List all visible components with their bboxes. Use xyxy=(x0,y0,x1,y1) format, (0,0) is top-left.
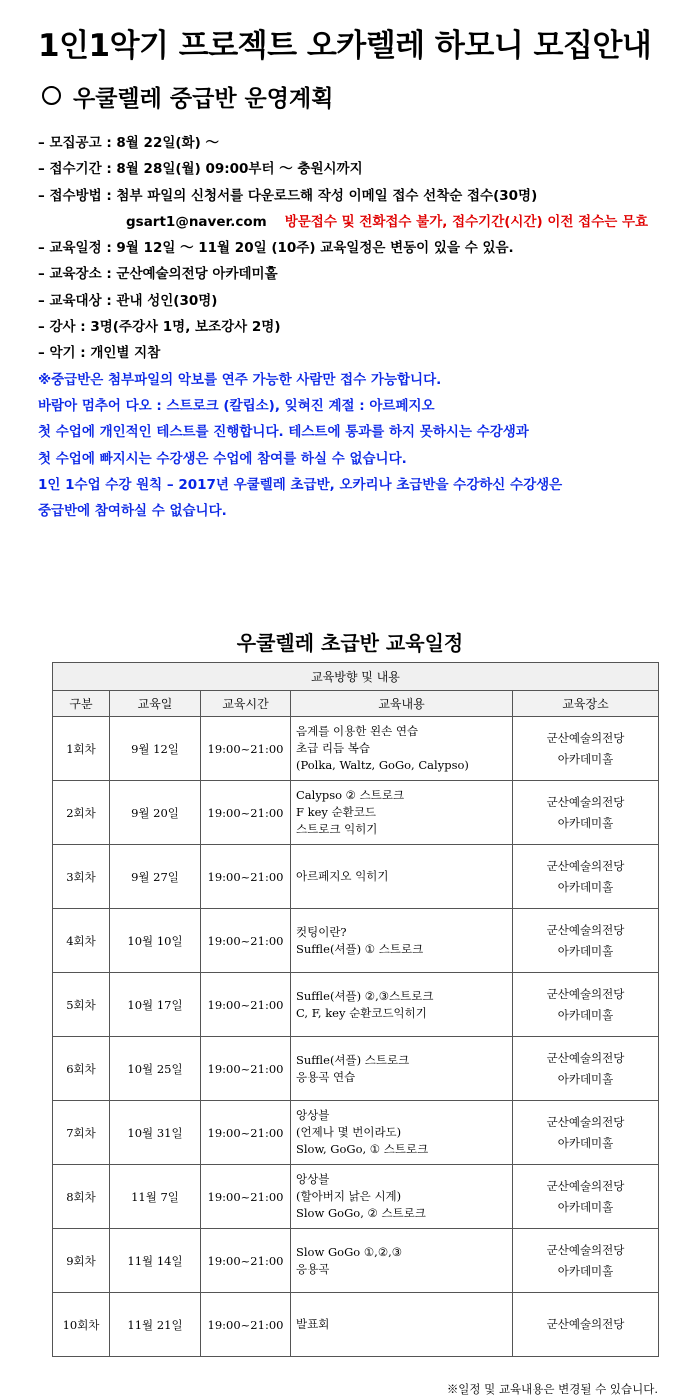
session-date: 9월 27일 xyxy=(110,845,201,909)
session-date: 10월 31일 xyxy=(110,1101,201,1165)
session-time: 19:00~21:00 xyxy=(201,1229,291,1293)
notice-line: 바람아 멈추어 다오 : 스트로크 (칼립소), 잊혀진 계절 : 아르페지오 xyxy=(38,397,435,414)
content-line: 앙상블 xyxy=(296,1172,330,1186)
place-line: 아카데미홀 xyxy=(557,1263,614,1278)
schedule-title: 우쿨렐레 초급반 교육일정 xyxy=(236,631,464,655)
session-time: 19:00~21:00 xyxy=(201,781,291,845)
content-line: 초급 리듬 복습 xyxy=(296,741,370,755)
place-line: 군산예술의전당 xyxy=(546,922,625,937)
session-content xyxy=(291,909,513,973)
content-line: Slow GoGo, ② 스트로크 xyxy=(296,1206,426,1220)
content-line: F key 순환코드 xyxy=(296,805,376,819)
table-row xyxy=(53,973,659,1037)
header-time: 교육시간 xyxy=(201,691,291,717)
place-line: 군산예술의전당 xyxy=(546,1242,625,1257)
session-number: 4회차 xyxy=(53,909,110,973)
notice-line: ※중급반은 첨부파일의 악보를 연주 가능한 사람만 접수 가능합니다. xyxy=(38,371,442,388)
section-subtitle xyxy=(42,80,333,113)
place-line: 아카데미홀 xyxy=(557,1007,614,1022)
session-time: 19:00~21:00 xyxy=(201,1165,291,1229)
session-content xyxy=(291,717,513,781)
session-content xyxy=(291,845,513,909)
header-date: 교육일 xyxy=(110,691,201,717)
session-place xyxy=(513,717,659,781)
schedule-table xyxy=(52,662,659,1357)
table-row xyxy=(53,781,659,845)
place-line: 아카데미홀 xyxy=(557,1135,614,1150)
content-line: Slow GoGo ①,②,③ xyxy=(296,1244,403,1259)
place-line: 군산예술의전당 xyxy=(546,986,625,1001)
content-line: 앙상블 xyxy=(296,1108,330,1122)
content-line: Suffle(셔플) 스트로크 xyxy=(296,1052,410,1067)
session-number: 9회차 xyxy=(53,1229,110,1293)
info-teacher: – 강사 : 3명(주강사 1명, 보조강사 2명) xyxy=(38,319,281,336)
session-date: 11월 7일 xyxy=(110,1165,201,1229)
session-number: 3회차 xyxy=(53,845,110,909)
session-number: 7회차 xyxy=(53,1101,110,1165)
session-content xyxy=(291,1293,513,1357)
place-line: 군산예술의전당 xyxy=(546,1114,625,1129)
place-line: 아카데미홀 xyxy=(557,879,614,894)
place-line: 군산예술의전당 xyxy=(546,1050,625,1065)
session-time: 19:00~21:00 xyxy=(201,845,291,909)
place-line: 군산예술의전당 xyxy=(546,858,625,873)
session-content xyxy=(291,1165,513,1229)
info-recruit: – 모집공고 : 8월 22일(화) ～ xyxy=(38,135,219,151)
email-address: gsart1@naver.com xyxy=(126,213,267,230)
header-content: 교육내용 xyxy=(291,691,513,717)
place-line: 군산예술의전당 xyxy=(546,730,625,745)
table-row xyxy=(53,1293,659,1357)
content-line: Calypso ② 스트로크 xyxy=(296,788,405,802)
content-line: 응용곡 연습 xyxy=(296,1069,356,1084)
notice-line: 중급반에 참여하실 수 없습니다. xyxy=(38,503,227,520)
content-line: 컷팅이란? xyxy=(296,924,347,939)
session-content xyxy=(291,781,513,845)
warning-text: 방문접수 및 전화접수 불가, 접수기간(시간) 이전 접수는 무효 xyxy=(284,213,649,230)
session-place xyxy=(513,1101,659,1165)
place-line: 아카데미홀 xyxy=(557,1199,614,1214)
session-time: 19:00~21:00 xyxy=(201,973,291,1037)
content-line: 응용곡 xyxy=(296,1261,330,1276)
table-row xyxy=(53,1037,659,1101)
content-line: (할아버지 낡은 시계) xyxy=(296,1189,402,1203)
content-line: Suffle(셔플) ②,③스트로크 xyxy=(296,988,434,1003)
session-date: 9월 20일 xyxy=(110,781,201,845)
content-line: Slow, GoGo, ① 스트로크 xyxy=(296,1142,429,1156)
content-line: (언제나 몇 번이라도) xyxy=(296,1125,402,1139)
place-line: 아카데미홀 xyxy=(557,751,614,766)
notice-line: 첫 수업에 개인적인 테스트를 진행합니다. 테스트에 통과를 하지 못하시는 수강생과 xyxy=(38,424,529,441)
place-line: 군산예술의전당 xyxy=(546,794,625,809)
session-time: 19:00~21:00 xyxy=(201,717,291,781)
session-place xyxy=(513,1229,659,1293)
header-place: 교육장소 xyxy=(513,691,659,717)
info-instrument: – 악기 : 개인별 지참 xyxy=(38,345,161,362)
info-schedule: – 교육일정 : 9월 12일 ～ 11월 20일 (10주) 교육일정은 변동이 있을 수 있음. xyxy=(38,240,514,257)
session-number: 5회차 xyxy=(53,973,110,1037)
session-number: 1회차 xyxy=(53,717,110,781)
content-line: Suffle(셔플) ① 스트로크 xyxy=(296,941,424,956)
table-row xyxy=(53,1229,659,1293)
session-content xyxy=(291,1101,513,1165)
session-place xyxy=(513,781,659,845)
place-line: 아카데미홀 xyxy=(557,1071,614,1086)
table-row xyxy=(53,717,659,781)
session-date: 10월 25일 xyxy=(110,1037,201,1101)
place-line: 아카데미홀 xyxy=(557,815,614,830)
session-place xyxy=(513,909,659,973)
circle-bullet-icon xyxy=(42,86,61,105)
session-time: 19:00~21:00 xyxy=(201,1101,291,1165)
content-line: 스트로크 익히기 xyxy=(296,822,378,836)
session-place xyxy=(513,1037,659,1101)
subtitle-text: 우쿨렐레 중급반 운영계획 xyxy=(73,86,334,112)
place-line: 군산예술의전당 xyxy=(546,1178,625,1193)
page-title: 1인1악기 프로젝트 오카렐레 하모니 모집안내 xyxy=(38,28,652,64)
session-place xyxy=(513,973,659,1037)
session-date: 11월 21일 xyxy=(110,1293,201,1357)
session-number: 6회차 xyxy=(53,1037,110,1101)
session-date: 11월 14일 xyxy=(110,1229,201,1293)
content-line: C, F, key 순환코드익히기 xyxy=(296,1005,427,1020)
session-time: 19:00~21:00 xyxy=(201,1293,291,1357)
session-date: 9월 12일 xyxy=(110,717,201,781)
info-list xyxy=(38,130,678,524)
place-line: 아카데미홀 xyxy=(557,943,614,958)
notice-line: 첫 수업에 빠지시는 수강생은 수업에 참여를 하실 수 없습니다. xyxy=(38,450,407,467)
session-date: 10월 10일 xyxy=(110,909,201,973)
place-line: 군산예술의전당 xyxy=(546,1317,625,1331)
session-number: 10회차 xyxy=(53,1293,110,1357)
session-time: 19:00~21:00 xyxy=(201,909,291,973)
info-period: – 접수기간 : 8월 28일(월) 09:00부터 ～ 충원시까지 xyxy=(38,161,363,178)
table-row xyxy=(53,1165,659,1229)
content-line: (Polka, Waltz, GoGo, Calypso) xyxy=(296,758,469,772)
table-row xyxy=(53,1101,659,1165)
info-email-line xyxy=(38,209,678,235)
session-place xyxy=(513,845,659,909)
session-place xyxy=(513,1165,659,1229)
session-place xyxy=(513,1293,659,1357)
table-row xyxy=(53,909,659,973)
session-time: 19:00~21:00 xyxy=(201,1037,291,1101)
session-content xyxy=(291,1229,513,1293)
session-number: 8회차 xyxy=(53,1165,110,1229)
content-line: 아르페지오 익히기 xyxy=(296,869,389,883)
session-date: 10월 17일 xyxy=(110,973,201,1037)
table-row xyxy=(53,845,659,909)
info-target: – 교육대상 : 관내 성인(30명) xyxy=(38,292,218,309)
session-content xyxy=(291,1037,513,1101)
session-content xyxy=(291,973,513,1037)
header-no: 구분 xyxy=(53,691,110,717)
info-method: – 접수방법 : 첨부 파일의 신청서를 다운로드해 작성 이메일 접수 선착순 접수(30명) xyxy=(38,187,538,204)
session-number: 2회차 xyxy=(53,781,110,845)
content-line: 발표회 xyxy=(296,1317,330,1331)
info-place: – 교육장소 : 군산예술의전당 아카데미홀 xyxy=(38,266,278,283)
table-caption: 교육방향 및 내용 xyxy=(53,663,659,691)
content-line: 음계를 이용한 왼손 연습 xyxy=(296,724,419,738)
notice-line: 1인 1수업 수강 원칙 – 2017년 우쿨렐레 초급반, 오카리나 초급반을 수강하신 수강생은 xyxy=(38,476,563,493)
schedule-note: ※일정 및 교육내용은 변경될 수 있습니다. xyxy=(446,1382,658,1396)
